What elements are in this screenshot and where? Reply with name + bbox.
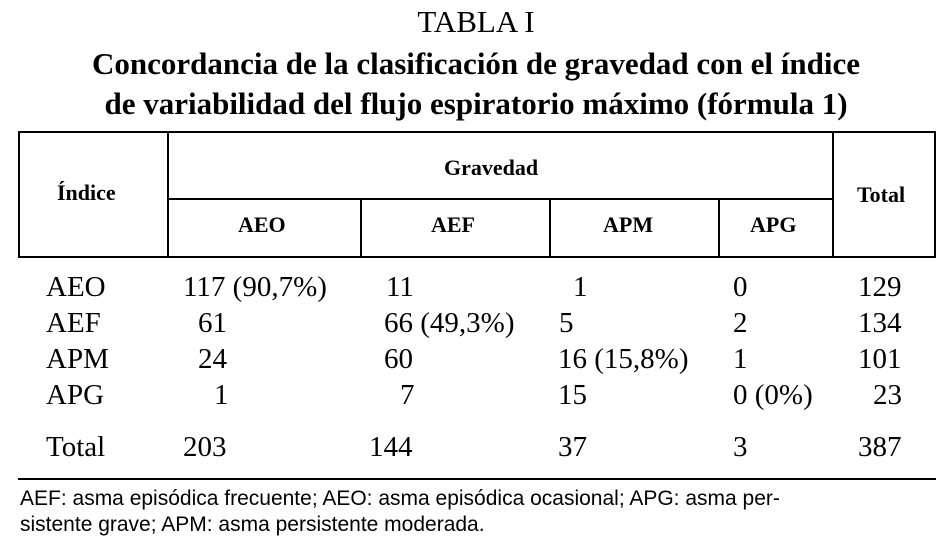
header-col-apg: APG xyxy=(750,212,797,237)
header-gravedad: Gravedad xyxy=(444,155,539,180)
cell-aeo-apg: 0 xyxy=(733,271,748,303)
table-right-border xyxy=(934,131,936,258)
footnote-line2: sistente grave; APM: asma persistente moderada. xyxy=(20,513,485,536)
cell-aeo-aeo: 117 (90,7%) xyxy=(183,271,327,303)
cell-apm-apm: 16 (15,8%) xyxy=(558,343,689,375)
table-subtitle-line2: de variabilidad del flujo espiratorio máximo (fórmula 1) xyxy=(104,86,848,121)
cell-apm-apg: 1 xyxy=(733,343,748,375)
table-left-border xyxy=(18,131,20,258)
cell-aeo-apm: 1 xyxy=(573,271,588,303)
total-apm: 37 xyxy=(558,431,587,463)
cell-apm-aeo: 24 xyxy=(198,343,227,375)
header-index: Índice xyxy=(57,180,116,205)
cell-aeo-total: 129 xyxy=(858,271,902,303)
col-divider-2 xyxy=(549,198,551,258)
footnote-line1: AEF: asma episódica frecuente; AEO: asma episódica ocasional; APG: asma per- xyxy=(20,487,780,510)
total-apg: 3 xyxy=(733,431,748,463)
header-col-aef: AEF xyxy=(431,212,475,237)
cell-aef-apg: 2 xyxy=(733,307,748,339)
row-label-apm: APM xyxy=(46,343,109,375)
header-bottom-border xyxy=(18,256,936,258)
cell-aeo-aef: 11 xyxy=(386,271,414,303)
cell-aef-total: 134 xyxy=(858,307,902,339)
table-subtitle-line1: Concordancia de la clasificación de gravedad con el índice xyxy=(91,46,861,81)
total-grand: 387 xyxy=(858,431,902,463)
table-title: TABLA I xyxy=(417,4,535,39)
row-label-aef: AEF xyxy=(46,307,101,339)
total-column-divider xyxy=(832,131,834,258)
table-bottom-border xyxy=(18,478,936,480)
cell-aef-apm: 5 xyxy=(559,307,574,339)
gravedad-divider xyxy=(167,198,834,200)
cell-apg-apm: 15 xyxy=(558,379,587,411)
cell-apg-aeo: 1 xyxy=(214,379,229,411)
table-top-border xyxy=(18,131,936,133)
header-total: Total xyxy=(857,182,906,207)
cell-apm-total: 101 xyxy=(858,343,902,375)
row-label-total: Total xyxy=(46,431,106,463)
col-divider-3 xyxy=(718,198,720,258)
cell-aef-aeo: 61 xyxy=(198,307,227,339)
total-aef: 144 xyxy=(369,431,413,463)
index-column-divider xyxy=(167,131,169,258)
col-divider-1 xyxy=(360,198,362,258)
cell-apg-aef: 7 xyxy=(400,379,415,411)
cell-aef-aef: 66 (49,3%) xyxy=(384,307,515,339)
row-label-apg: APG xyxy=(46,379,105,411)
cell-apg-apg: 0 (0%) xyxy=(733,379,813,411)
header-col-aeo: AEO xyxy=(238,212,286,237)
cell-apg-total: 23 xyxy=(873,379,902,411)
header-col-apm: APM xyxy=(603,212,654,237)
row-label-aeo: AEO xyxy=(46,271,106,303)
cell-apm-aef: 60 xyxy=(384,343,413,375)
total-aeo: 203 xyxy=(183,431,227,463)
